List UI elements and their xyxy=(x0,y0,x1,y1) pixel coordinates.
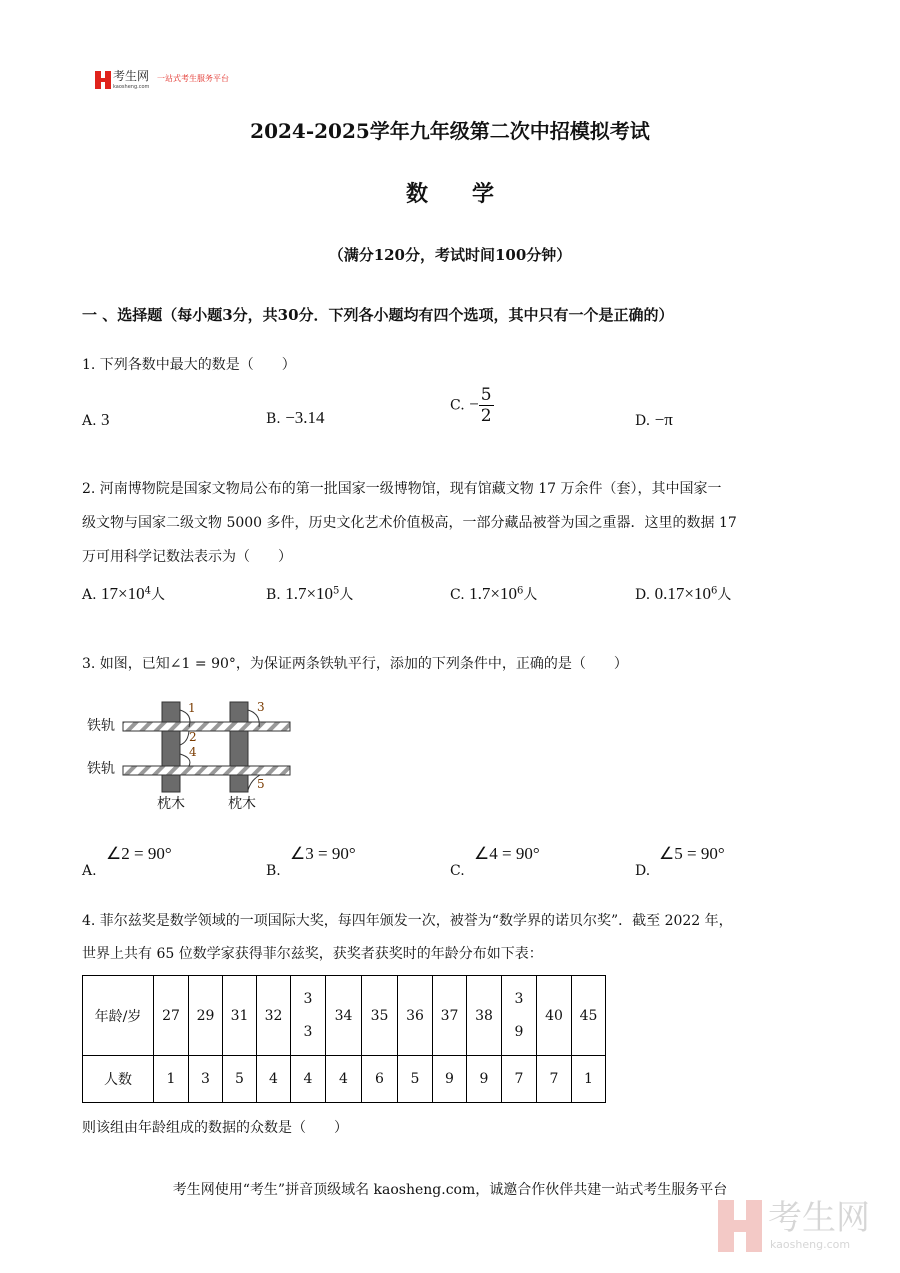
table-row-ages xyxy=(83,976,606,1056)
q3-option-b-key: B. xyxy=(266,863,281,879)
q3-option-d: ∠5 = 90° xyxy=(659,844,725,863)
count-cell: 6 xyxy=(362,1056,398,1103)
q2-option-d: D. $0.17\times 10^6$人 xyxy=(635,584,732,603)
subject-title: 数 学 xyxy=(405,181,494,207)
q2-option-b: B. $1.7\times 10^5$人 xyxy=(266,584,354,603)
q2-line-1: 2. 河南博物院是国家文物局公布的第一批国家一级博物馆，现有馆藏文物 17 万余件（套），其中国家一 xyxy=(82,481,722,497)
table-row-counts xyxy=(83,1056,606,1103)
watermark-domain: kaosheng.com xyxy=(770,1238,851,1251)
count-cell: 7 xyxy=(502,1056,537,1103)
count-cell: 3 xyxy=(189,1056,223,1103)
angle-label-5: 5 xyxy=(257,777,265,791)
count-cell: 1 xyxy=(154,1056,189,1103)
logo-domain: kaosheng.com xyxy=(113,84,150,90)
count-cell: 5 xyxy=(223,1056,257,1103)
angle-label-1: 1 xyxy=(188,701,196,715)
age-cell: 29 xyxy=(189,976,223,1056)
q3-stem: 3. 如图，已知∠1 = 90°，为保证两条铁轨平行，添加的下列条件中，正确的是（ ） xyxy=(82,656,628,672)
count-cell: 9 xyxy=(467,1056,502,1103)
q4-line-1: 4. 菲尔兹奖是数学领域的一项国际大奖，每四年颁发一次，被誉为“数学界的诺贝尔奖”．截至 2022 年， xyxy=(82,913,733,929)
age-cell: 37 xyxy=(433,976,467,1056)
q3-option-d-key: D. xyxy=(635,863,651,879)
railway-diagram xyxy=(85,700,300,820)
watermark-brand: 考生网 xyxy=(768,1198,870,1238)
q2-line-3: 万可用科学记数法表示为（ ） xyxy=(82,549,292,565)
q3-option-a-key: A. xyxy=(82,863,97,879)
rail-label-top: 铁轨 xyxy=(87,718,115,734)
age-cell: 34 xyxy=(326,976,362,1056)
count-cell: 1 xyxy=(572,1056,606,1103)
q3-option-b: ∠3 = 90° xyxy=(290,844,356,863)
count-cell: 9 xyxy=(433,1056,467,1103)
count-cell: 4 xyxy=(291,1056,326,1103)
age-cell: 32 xyxy=(257,976,291,1056)
age-cell: 45 xyxy=(572,976,606,1056)
age-distribution-table xyxy=(82,975,606,1103)
watermark-mark-icon xyxy=(718,1200,762,1252)
rail-label-bottom: 铁轨 xyxy=(87,761,115,777)
age-cell: 35 xyxy=(362,976,398,1056)
q2-option-c: C. $1.7\times 10^6$人 xyxy=(450,584,538,603)
logo-brand: 考生网 xyxy=(113,69,150,83)
q2-line-2: 级文物与国家二级文物 5000 多件，历史文化艺术价值极高，一部分藏品被誉为国之重器．这里的数据 17 xyxy=(82,515,737,531)
count-cell: 4 xyxy=(326,1056,362,1103)
angle-label-2: 2 xyxy=(189,730,197,744)
age-cell: 31 xyxy=(223,976,257,1056)
q3-option-c-key: C. xyxy=(450,863,465,879)
q3-option-a: ∠2 = 90° xyxy=(106,844,172,863)
count-cell: 7 xyxy=(537,1056,572,1103)
footer-text: 考生网使用“考生”拼音顶级域名 kaosheng.com，诚邀合作伙伴共建一站式考生服务平台 xyxy=(172,1182,728,1198)
section-heading: 一 、选择题（每小题3分，共30分．下列各小题均有四个选项，其中只有一个是正确的） xyxy=(82,306,674,324)
logo-mark-icon xyxy=(95,71,111,89)
kaosheng-logo xyxy=(95,69,229,93)
age-cell: 40 xyxy=(537,976,572,1056)
railway-figure xyxy=(85,700,300,820)
angle-label-3: 3 xyxy=(257,700,265,714)
row-header-count: 人数 xyxy=(83,1056,154,1103)
angle-label-4: 4 xyxy=(189,745,197,759)
row-header-age: 年龄/岁 xyxy=(83,976,154,1056)
count-cell: 5 xyxy=(398,1056,433,1103)
q1-option-d: D. −π xyxy=(635,410,673,429)
q1-stem: 1. 下列各数中最大的数是（ ） xyxy=(82,357,296,373)
q1-option-c: C. − $\frac{5}{2}$ xyxy=(450,385,492,426)
q1-option-a: A. 3 xyxy=(82,410,110,429)
exam-title: 2024-2025学年九年级第二次中招模拟考试 xyxy=(250,119,650,143)
logo-slogan: 一站式考生服务平台 xyxy=(157,74,229,83)
count-cell: 4 xyxy=(257,1056,291,1103)
q3-option-c: ∠4 = 90° xyxy=(474,844,540,863)
exam-subtitle: （满分120分，考试时间100分钟） xyxy=(328,246,572,264)
age-cell: 3 9 xyxy=(502,976,537,1056)
age-cell: 27 xyxy=(154,976,189,1056)
age-cell: 38 xyxy=(467,976,502,1056)
sleeper-label-right: 枕木 xyxy=(228,796,256,812)
q4-question: 则该组由年龄组成的数据的众数是（ ） xyxy=(82,1120,348,1136)
q2-option-a: A. $17\times 10^4$人 xyxy=(82,584,165,603)
watermark-logo xyxy=(718,1198,870,1256)
age-cell: 3 3 xyxy=(291,976,326,1056)
sleeper-label-left: 枕木 xyxy=(157,796,185,812)
age-cell: 36 xyxy=(398,976,433,1056)
q4-line-2: 世界上共有 65 位数学家获得菲尔兹奖，获奖者获奖时的年龄分布如下表： xyxy=(82,946,543,962)
q1-option-b: B. −3.14 xyxy=(266,408,325,427)
